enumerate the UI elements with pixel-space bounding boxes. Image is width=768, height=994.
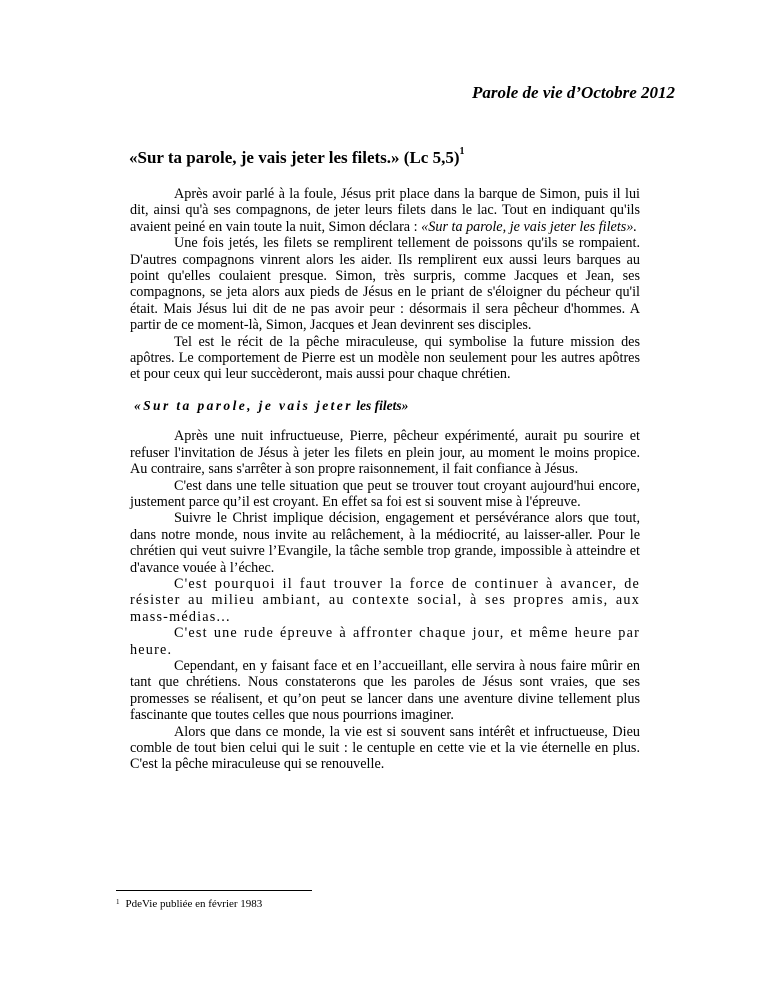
paragraph: C'est une rude épreuve à affronter chaque jour, et même heure par heure. [130,625,640,658]
footnote-number: 1 [116,898,120,906]
footnote-text: PdeVie publiée en février 1983 [125,898,263,910]
paragraph: Après une nuit infructueuse, Pierre, pêcheur expérimenté, aurait pu sourire et refuser l'invitation de Jésus à jeter les filets en plein jour, au moment le moins propice. Au contraire, sans s'arrêter à son propre raisonnement, il fait confiance à Jésus. [130,428,640,478]
section-heading-spaced: «Sur ta parole, je vais jeter [134,397,353,413]
main-title [129,148,465,168]
paragraph: Suivre le Christ implique décision, engagement et persévérance alors que tout, dans notre monde, nous invite au relâchement, à la médiocrité, au laisser-aller. Pour le chrétien qui veut suivre l’Evangile, la tâche semble trop grande, impossible à atteindre et d'avance vouée à l’échec. [130,510,640,576]
footnote [116,898,262,910]
section-heading [134,398,640,414]
footnote-separator [116,890,312,891]
section-heading-rest: les filets» [352,397,409,413]
paragraph: Une fois jetés, les filets se remplirent tellement de poissons qu'ils se rompaient. D'autres compagnons vinrent alors les aider. Ils remplirent eux aussi leurs barques au point qu'elles coulaient presque. Simon, très surpris, comme Jacques et Jean, ses compagnons, se jeta alors aux pieds de Jésus en le priant de s'éloigner du pécheur qu'il était. Mais Jésus lui dit de ne pas avoir peur : désormais il sera pêcheur d'hommes. A partir de ce moment-là, Simon, Jacques et Jean devinrent ses disciples. [130,235,640,334]
quote-inline: «Sur ta parole, je vais jeter les filets». [421,218,637,235]
document-body [130,186,640,773]
footnote-ref: 1 [459,146,465,157]
paragraph: Alors que dans ce monde, la vie est si souvent sans intérêt et infructueuse, Dieu comble de tout bien celui qui le suit : le centuple en cette vie et la vie éternelle en plus. C'est la pêche miraculeuse qui se renouvelle. [130,723,640,773]
paragraph-intro [130,186,640,235]
main-title-text: «Sur ta parole, je vais jeter les filets.» (Lc 5,5) [129,148,460,167]
paragraph: C'est dans une telle situation que peut se trouver tout croyant aujourd'hui encore, justement parce qu’il est croyant. En effet sa foi est si souvent mise à l'épreuve. [130,477,640,510]
paragraph: Cependant, en y faisant face et en l’accueillant, elle servira à nous faire mûrir en tant que chrétiens. Nous constaterons que les paroles de Jésus sont vraies, que ses promesses se réalisent, et qu’on peut se lancer dans une aventure divine tellement plus fascinante que toutes celles que nous pourrions imaginer. [130,657,640,724]
page-header-title: Parole de vie d’Octobre 2012 [472,83,675,102]
paragraph-intro-text: Après avoir parlé à la foule, Jésus prit place dans la barque de Simon, puis il lui dit, ainsi qu'à ses compagnons, de jeter leurs filets dans le lac. Tout en indiquant qu'ils avaient peiné en vain toute la nuit, Simon déclara : [130,186,640,235]
paragraph: Tel est le récit de la pêche miraculeuse, qui symbolise la future mission des apôtres. Le comportement de Pierre est un modèle non seulement pour les autres apôtres et pour ceux qui leur succèderont, mais aussi pour chaque chrétien. [130,333,640,383]
paragraph: C'est pourquoi il faut trouver la force de continuer à avancer, de résister au milieu ambiant, au contexte social, à ses propres amis, aux mass-médias... [130,575,640,625]
